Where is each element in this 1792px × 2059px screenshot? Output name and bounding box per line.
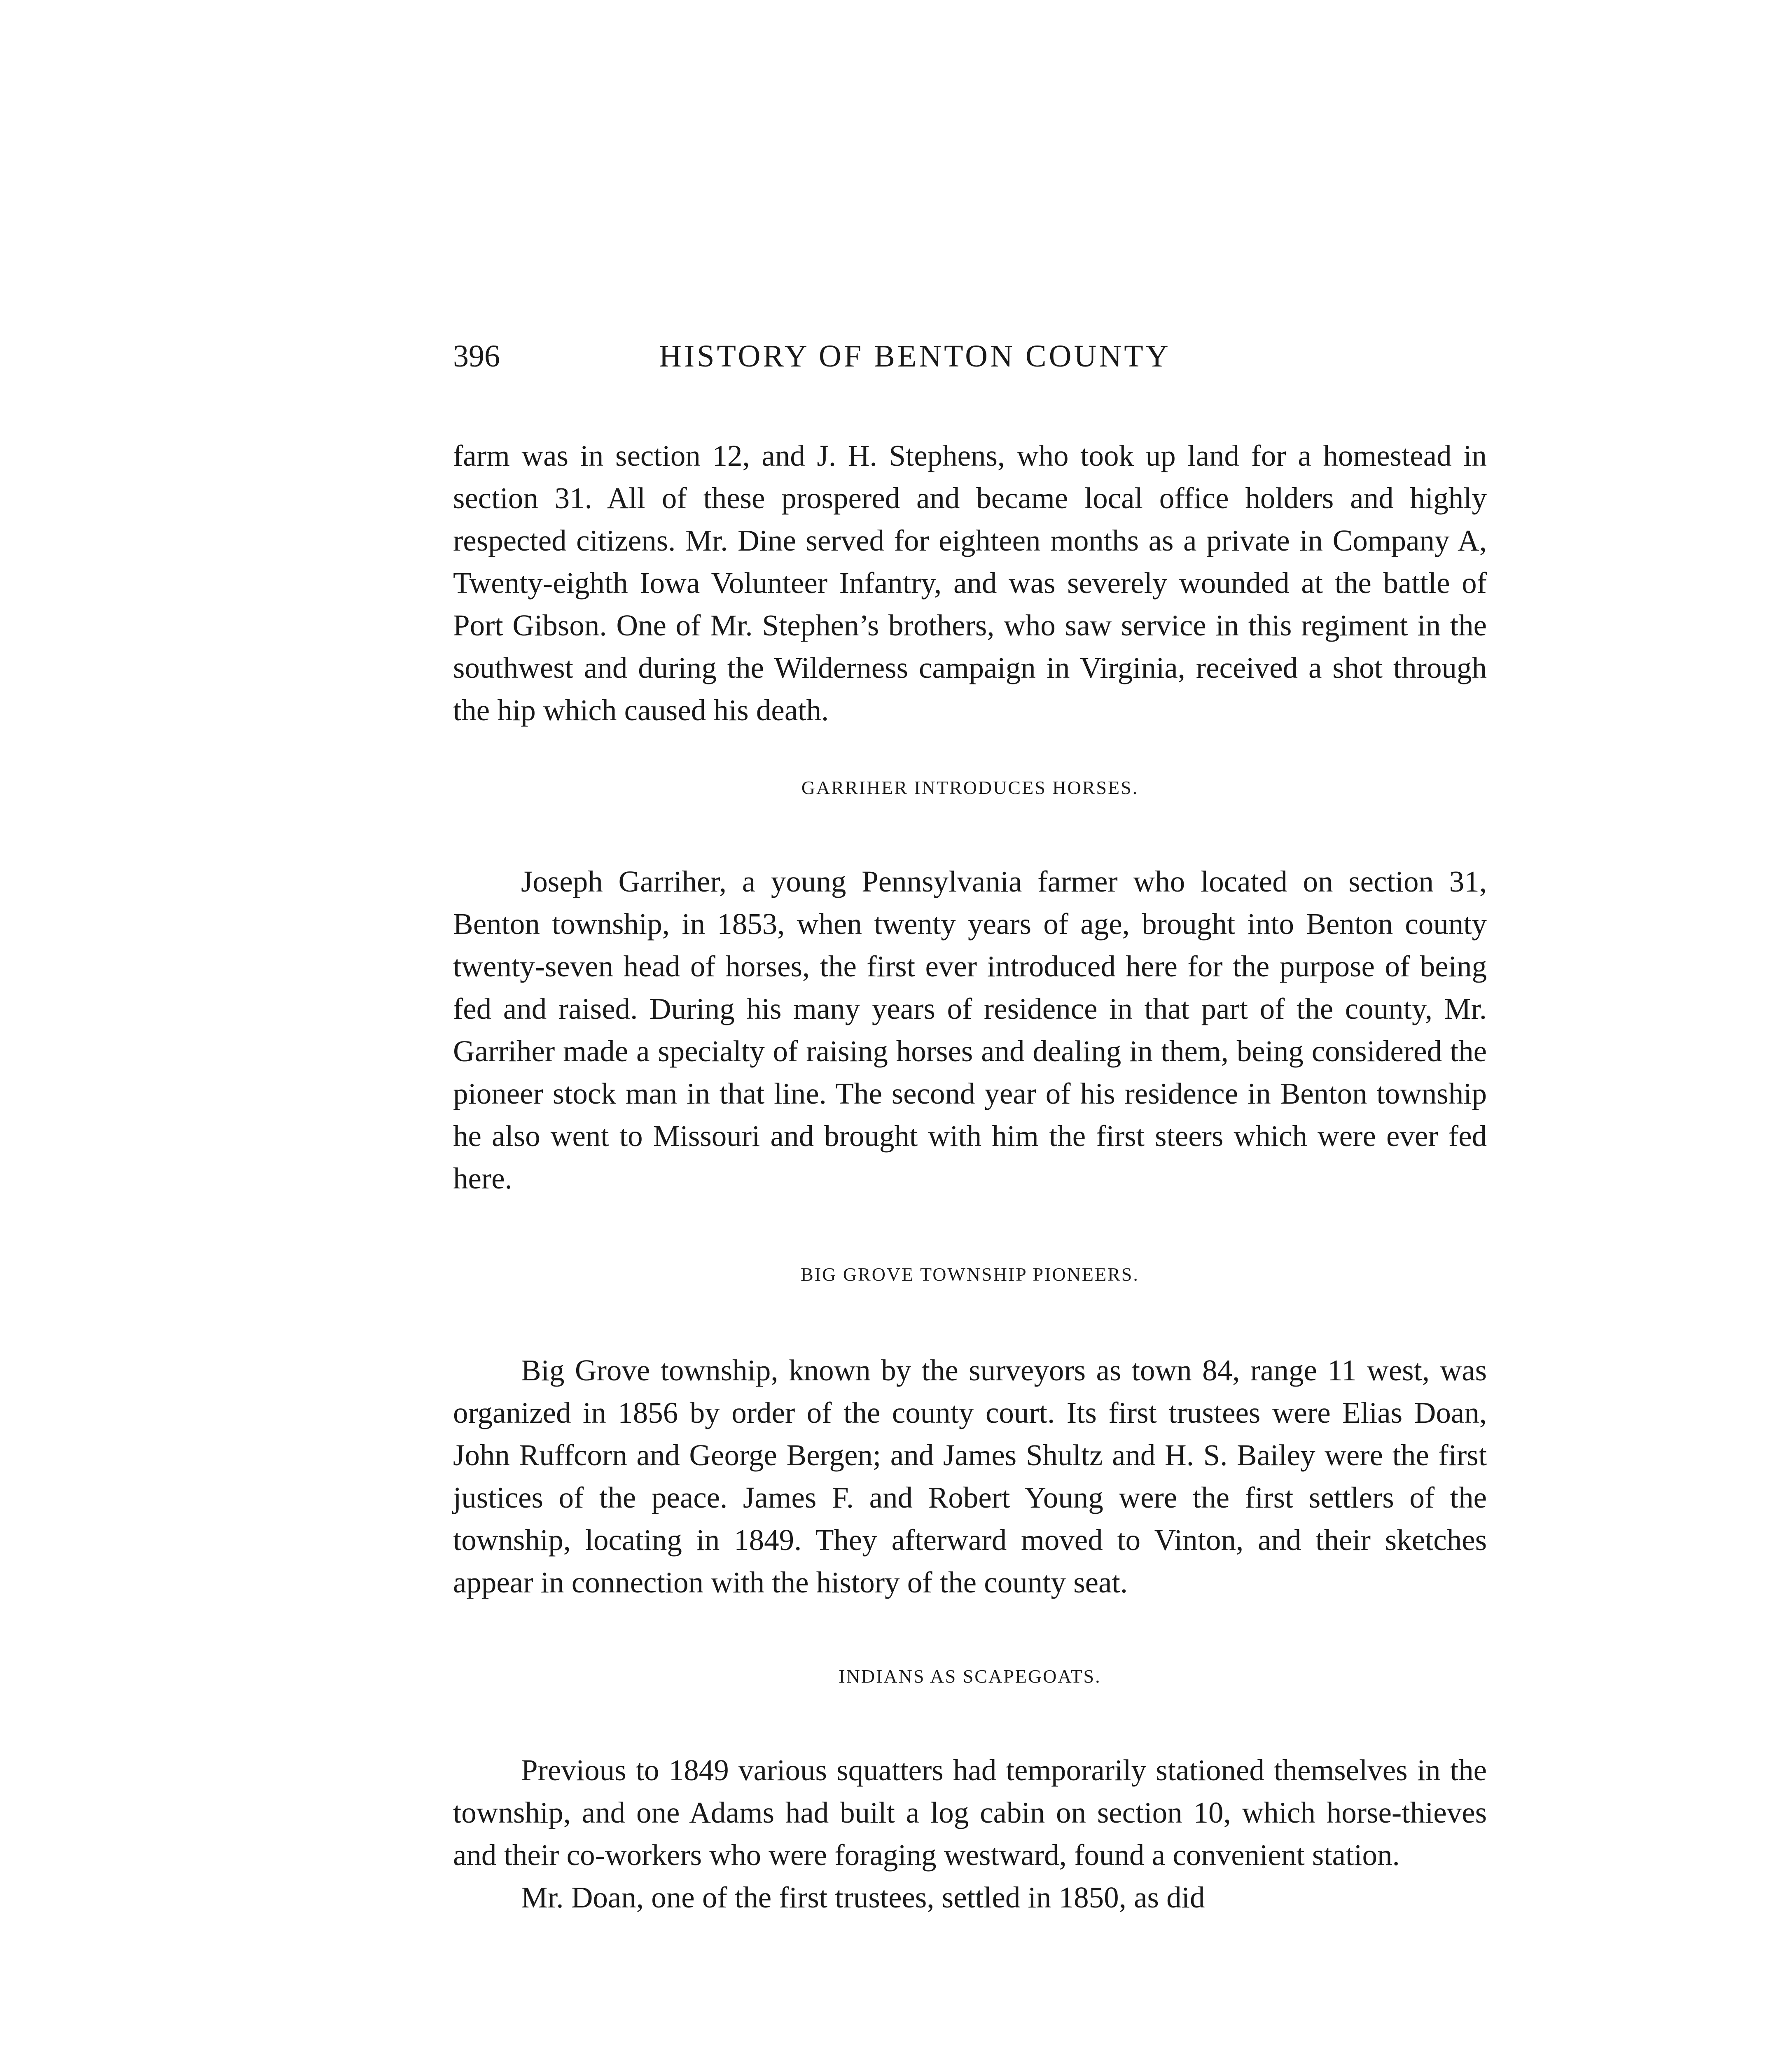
big-grove-paragraph: Big Grove township, known by the surveyors as town 84, range 11 west, was organized in 1856 by order of the county court. Its first trustees were Elias Doan, John Ruffcorn and George Bergen; and James Shultz and H. S. Bailey were the first justices of the peace. James F. and Robert Young were the first settlers of the township, locating in 1849. They afterward moved to Vinton, and their sketches appear in connection with the history of the county seat. (453, 1354, 1487, 1599)
section-heading-indians: INDIANS AS SCAPEGOATS. (839, 1666, 1101, 1687)
garriher-paragraph: Joseph Garriher, a young Pennsylvania farmer who located on section 31, Benton township, in 1853, when twenty years of age, brought into Benton county twenty-seven head of horses, the first ever introduced here for the purpose of being fed and raised. During his many years of residence in that part of the county, Mr. Garriher made a specialty of raising horses and dealing in them, being considered the pioneer stock man in that line. The second year of his residence in Benton township he also went to Missouri and brought with him the first steers which were ever fed here. (453, 865, 1487, 1195)
indians-paragraph-2: Mr. Doan, one of the first trustees, settled in 1850, as did (521, 1881, 1205, 1914)
page-number: 396 (453, 339, 500, 374)
book-page (453, 338, 1487, 1919)
indians-paragraph-1: Previous to 1849 various squatters had temporarily stationed themselves in the township, and one Adams had built a log cabin on section 10, which horse-thieves and their co-workers who were foraging westward, found a convenient station. (453, 1753, 1487, 1872)
section-heading-garriher: GARRIHER INTRODUCES HORSES. (801, 777, 1139, 798)
running-title: HISTORY OF BENTON COUNTY (659, 339, 1171, 374)
running-head (453, 338, 1487, 375)
intro-paragraph: farm was in section 12, and J. H. Stephens, who took up land for a homestead in section 31. All of these prospered and became local office holders and highly respected citizens. Mr. Dine served for eighteen months as a private in Company A, Twenty-eighth Iowa Volunteer Infantry, and was severely wounded at the battle of Port Gibson. One of Mr. Stephen’s brothers, who saw service in this regiment in the southwest and during the Wilderness campaign in Virginia, received a shot through the hip which caused his death. (453, 439, 1487, 727)
section-heading-big-grove: BIG GROVE TOWNSHIP PIONEERS. (801, 1264, 1139, 1285)
